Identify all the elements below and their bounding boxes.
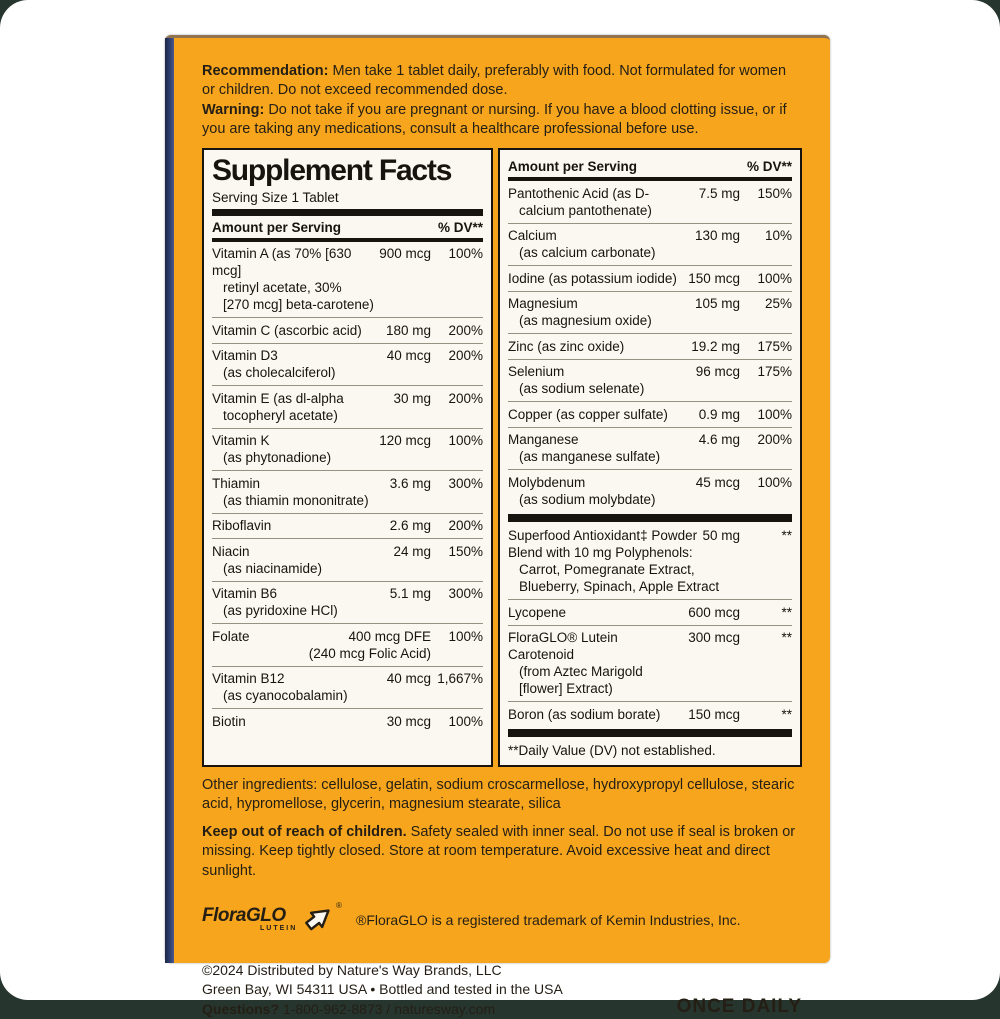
fact-subline: (from Aztec Marigold	[519, 664, 643, 680]
recommendation-paragraph	[202, 62, 802, 101]
fact-name: FloraGLO® Lutein Carotenoid	[508, 630, 618, 663]
fact-dv: 100%	[448, 628, 483, 644]
warning-label: Warning:	[202, 101, 265, 118]
fact-dv: 200%	[757, 432, 792, 448]
fact-row	[508, 181, 792, 223]
fact-name: Zinc (as zinc oxide)	[508, 338, 625, 354]
fact-subline: (as sodium selenate)	[519, 381, 645, 397]
fact-row	[212, 242, 483, 318]
fact-dv: 1,667%	[437, 671, 483, 687]
fact-dv: 175%	[757, 338, 792, 354]
fact-amount: 180 mg	[385, 322, 431, 338]
fact-amount: 105 mg	[694, 296, 740, 312]
fact-amount: 600 mcg	[688, 604, 740, 620]
fact-row	[212, 666, 483, 709]
other-ingredients: Other ingredients: cellulose, gelatin, sodium croscarmellose, hydroxypropyl cellulose, stearic acid, hypromellose, glycerin, magnesium stearate, silica	[202, 776, 795, 812]
fact-name: Niacin	[212, 543, 250, 559]
amount-header: Amount per Serving	[508, 159, 638, 175]
fact-row	[212, 708, 483, 734]
fact-subline: (as phytonadione)	[223, 450, 332, 466]
fact-row	[508, 359, 792, 402]
fact-row	[508, 265, 792, 291]
fact-name: Riboflavin	[212, 518, 272, 534]
fact-subline: (as thiamin mononitrate)	[223, 492, 369, 508]
fact-name: Vitamin A (as 70% [630 mcg]	[212, 246, 352, 279]
facts-title: Supplement Facts	[212, 154, 452, 188]
fact-row	[508, 223, 792, 266]
fact-amount: 2.6 mg	[389, 518, 431, 534]
fact-row	[212, 623, 483, 666]
fact-name: Vitamin B12	[212, 671, 285, 687]
facts-right-rows	[508, 181, 792, 512]
fact-amount: 3.6 mg	[389, 475, 431, 491]
fact-amount: 45 mcg	[695, 474, 740, 490]
fact-name: Vitamin B6	[212, 586, 278, 602]
fact-name: Vitamin D3	[212, 348, 278, 364]
vitamin-box-back-panel	[165, 35, 830, 1017]
fact-amount: 24 mg	[393, 543, 431, 559]
fact-dv: **	[781, 604, 792, 620]
fact-name: Pantothenic Acid (as D-	[508, 185, 650, 201]
fact-amount: 30 mcg	[386, 713, 431, 729]
fact-name: Calcium	[508, 228, 557, 244]
keep-out-label: Keep out of reach of children.	[202, 824, 407, 841]
fact-subline: tocopheryl acetate)	[223, 407, 338, 423]
trademark-note: ®FloraGLO is a registered trademark of Kemin Industries, Inc.	[356, 912, 741, 929]
address-line: Green Bay, WI 54311 USA • Bottled and tested in the USA	[202, 981, 563, 998]
fact-amount: 40 mcg	[386, 348, 431, 364]
fact-dv: **	[781, 630, 792, 646]
fact-name: Selenium	[508, 364, 565, 380]
dv-header: % DV**	[437, 219, 483, 235]
thick-divider	[212, 209, 483, 216]
questions-label: Questions?	[202, 1000, 280, 1017]
fact-name: Vitamin E (as dl-alpha	[212, 390, 344, 406]
fact-name: Biotin	[212, 713, 246, 729]
fact-row	[508, 427, 792, 470]
fact-dv: 10%	[764, 228, 792, 244]
fact-row	[508, 469, 792, 512]
fact-amount: 400 mcg DFE	[348, 628, 431, 644]
fact-subline: retinyl acetate, 30%	[223, 280, 342, 296]
facts-blend-rows	[508, 524, 792, 727]
fact-name: Manganese	[508, 432, 579, 448]
registered-mark: ®	[336, 901, 342, 911]
recommendation-label: Recommendation:	[202, 63, 329, 79]
dv-footnote: **Daily Value (DV) not established.	[508, 742, 716, 758]
fact-subline: Carrot, Pomegranate Extract,	[519, 562, 695, 578]
fact-row	[508, 291, 792, 334]
keep-out-text: Safety sealed with inner seal. Do not use if seal is broken or missing. Keep tightly closed. Store at room temperature. Avoid excessive heat and direct sunlight.	[202, 824, 796, 879]
fact-subline: (as manganese sulfate)	[519, 449, 661, 465]
fact-amount: 0.9 mg	[698, 406, 740, 422]
fact-amount: 150 mcg	[688, 270, 740, 286]
distributor-block	[202, 961, 563, 1019]
fact-row	[212, 317, 483, 343]
footer	[202, 961, 802, 1019]
floraglo-logo-text: FloraGLO	[202, 905, 286, 927]
fact-subline: (as magnesium oxide)	[519, 313, 652, 329]
fact-dv: 100%	[757, 474, 792, 490]
facts-left-column-header	[212, 216, 483, 237]
fact-name: Boron (as sodium borate)	[508, 706, 661, 722]
fact-amount-subline: (240 mcg Folic Acid)	[308, 645, 431, 661]
fact-subline: [flower] Extract)	[519, 681, 613, 697]
fact-row	[212, 428, 483, 471]
fact-dv: 175%	[757, 364, 792, 380]
fact-subline: (as niacinamide)	[223, 560, 323, 576]
fact-name: Iodine (as potassium iodide)	[508, 270, 677, 286]
fact-dv: 100%	[757, 270, 792, 286]
warning-text: Do not take if you are pregnant or nursing. If you have a blood clotting issue, or if you are taking any medications, consult a healthcare professional before use.	[202, 101, 787, 137]
fact-name: Magnesium	[508, 296, 578, 312]
fact-subline: (as pyridoxine HCl)	[223, 603, 338, 619]
fact-dv: 200%	[448, 322, 483, 338]
brand-once-daily: ONCE DAILY	[676, 995, 802, 1017]
storage-warning	[202, 823, 802, 881]
fact-dv: 100%	[448, 246, 483, 262]
questions-line	[202, 1000, 563, 1019]
fact-amount: 5.1 mg	[389, 586, 431, 602]
warning-paragraph	[202, 101, 802, 140]
fact-subline: Blend with 10 mg Polyphenols:	[508, 545, 693, 561]
label-content	[202, 62, 802, 1017]
fact-amount: 120 mcg	[379, 433, 431, 449]
floraglo-logo-subtext: LUTEIN	[260, 925, 298, 933]
box-edge-spine	[165, 38, 174, 963]
facts-right-panel	[498, 148, 802, 767]
fact-dv: 25%	[764, 296, 792, 312]
fact-row	[508, 599, 792, 625]
fact-dv: **	[781, 706, 792, 722]
fact-name: Folate	[212, 628, 250, 644]
fact-subline: (as calcium carbonate)	[519, 245, 656, 261]
amount-header: Amount per Serving	[212, 219, 342, 235]
fact-row	[212, 385, 483, 428]
fact-name: Vitamin K	[212, 433, 270, 449]
fact-row	[212, 513, 483, 539]
floraglo-trademark-row	[202, 901, 802, 939]
fact-dv: 150%	[448, 543, 483, 559]
fact-dv: 100%	[448, 433, 483, 449]
fact-dv: 100%	[757, 406, 792, 422]
fact-row	[212, 538, 483, 581]
serving-size: Serving Size 1 Tablet	[212, 189, 339, 205]
fact-name: Molybdenum	[508, 474, 586, 490]
fact-amount: 150 mcg	[688, 706, 740, 722]
fact-name: Thiamin	[212, 475, 261, 491]
fact-amount: 50 mg	[702, 528, 740, 544]
facts-right-column-header	[508, 155, 792, 176]
thick-divider	[508, 729, 792, 737]
fact-name: Copper (as copper sulfate)	[508, 406, 668, 422]
floraglo-arrow-icon	[303, 903, 335, 938]
fact-dv: 200%	[448, 348, 483, 364]
fact-amount: 19.2 mg	[691, 338, 740, 354]
fact-dv: 100%	[448, 713, 483, 729]
fact-subline: calcium pantothenate)	[519, 202, 652, 218]
fact-dv: 200%	[448, 518, 483, 534]
fact-name: Lycopene	[508, 604, 567, 620]
fact-subline: [270 mcg] beta-carotene)	[223, 297, 374, 313]
fact-subline: (as cholecalciferol)	[223, 365, 336, 381]
fact-amount: 300 mcg	[688, 630, 740, 646]
thick-divider	[508, 514, 792, 522]
fact-dv: 300%	[448, 475, 483, 491]
recommendation-text: Men take 1 tablet daily, preferably with food. Not formulated for women or children. Do not exceed recommended dose.	[202, 63, 787, 99]
fact-row	[508, 401, 792, 427]
fact-amount: 4.6 mg	[698, 432, 740, 448]
copyright-line: ©2024 Distributed by Nature's Way Brands, LLC	[202, 962, 502, 979]
fact-amount: 30 mg	[393, 390, 431, 406]
fact-row	[508, 701, 792, 727]
fact-dv: **	[781, 528, 792, 544]
fact-amount: 130 mg	[694, 228, 740, 244]
fact-name: Vitamin C (ascorbic acid)	[212, 322, 362, 338]
fact-row	[508, 333, 792, 359]
fact-amount: 96 mcg	[695, 364, 740, 380]
fact-row	[508, 625, 792, 702]
fact-amount: 900 mcg	[379, 246, 431, 262]
fact-row	[508, 524, 792, 600]
fact-dv: 150%	[757, 185, 792, 201]
fact-name: Superfood Antioxidant‡ Powder	[508, 528, 698, 544]
floraglo-logo	[202, 901, 344, 939]
fact-dv: 200%	[448, 390, 483, 406]
questions-text: 1-800-962-8873 / naturesway.com	[279, 1000, 496, 1017]
facts-left-rows	[212, 242, 483, 734]
fact-subline: (as cyanocobalamin)	[223, 688, 348, 704]
dv-header: % DV**	[746, 159, 792, 175]
facts-left-panel	[202, 148, 493, 767]
supplement-facts-table	[202, 148, 802, 767]
fact-row	[212, 581, 483, 624]
fact-amount: 7.5 mg	[698, 185, 740, 201]
fact-subline: (as sodium molybdate)	[519, 491, 656, 507]
fact-row	[212, 470, 483, 513]
fact-row	[212, 343, 483, 386]
fact-dv: 300%	[448, 586, 483, 602]
fact-subline: Blueberry, Spinach, Apple Extract	[519, 579, 720, 595]
fact-amount: 40 mcg	[386, 671, 431, 687]
